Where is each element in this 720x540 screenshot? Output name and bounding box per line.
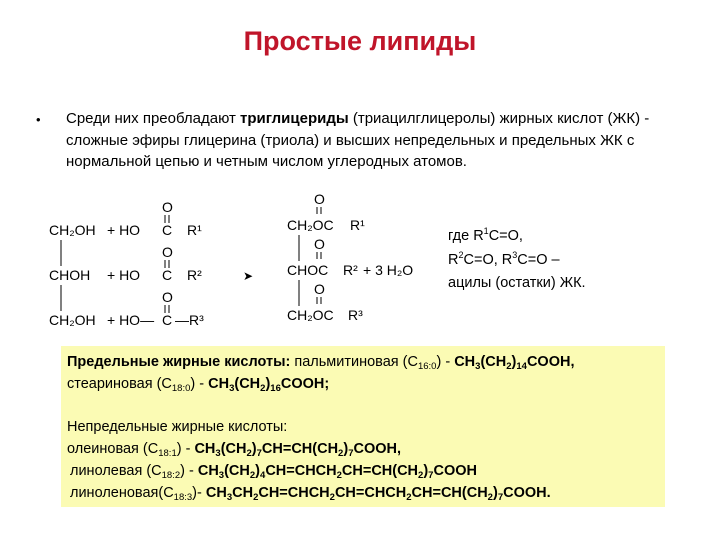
- formula-subscript: 2: [418, 470, 424, 481]
- glycerol-c3: CH₂OH: [49, 312, 96, 328]
- product-row-3: CH₂OC: [287, 307, 334, 323]
- slide-title: Простые липиды: [243, 26, 477, 56]
- product-2-oxygen: O: [314, 236, 325, 252]
- formula-part: CH: [232, 485, 254, 501]
- linolenic-line: $линоленовая(С_{18:3})-$ $CH_3CH_2CH=CHCH_2CH=CHCH_2CH=CH(CH_2)_7COOH$.: [70, 485, 551, 503]
- acid-3-oxygen: O: [162, 289, 173, 305]
- acid-2-r: R²: [187, 267, 202, 283]
- formula: [198, 463, 477, 479]
- formula-part: CH=CHCH: [265, 463, 337, 479]
- saturated-line-2: стеариновая $(С_{18:0})$ - $CH_3(CH_2)_{16}COOH$;: [67, 376, 330, 394]
- formula-subscript: 7: [348, 448, 354, 459]
- acid-2-carbon: C: [162, 267, 173, 283]
- acyl-line-2: $R^2C=O$, $R^3C=O$ –: [448, 249, 560, 268]
- formula-part: CH: [205, 485, 227, 501]
- acid-1-ho: + HO: [107, 222, 141, 238]
- formula-subscript: 2: [338, 448, 344, 459]
- arrow-icon: ➤: [243, 269, 254, 283]
- formula-part: ): [343, 441, 349, 457]
- bullet-marker: •: [36, 112, 41, 127]
- intro-text-after: (триацилглицеролы) жирных кислот (ЖК) - сложные эфиры глицерина (триола) и высших непредельных и предельных ЖК с нормальной цепью и четным числом углеродных атомов.: [66, 110, 650, 170]
- formula-part: CH=CH(CH: [261, 441, 339, 457]
- acid-3-carbon: C: [162, 312, 173, 328]
- product-row-2: CHOC: [287, 262, 329, 278]
- formula: [206, 485, 551, 501]
- intro-term: триглицериды: [240, 110, 349, 127]
- formula-part: CH=CH(CH: [341, 463, 419, 479]
- formula-part: (CH: [224, 463, 250, 479]
- glycerol-c2: CHOH: [49, 267, 91, 283]
- formula-part: ): [423, 463, 429, 479]
- formula-part: CH=CHCH: [334, 485, 407, 501]
- saturated-line-1: Предельные жирные кислоты: пальмитиновая $(С_{16:0})$ - $CH_3(CH_2)_{14}COOH$,: [67, 354, 575, 372]
- formula-subscript: 2: [253, 492, 259, 503]
- formula-subscript: 2: [329, 492, 335, 503]
- acid-2-oxygen: O: [162, 244, 173, 260]
- formula-part: ): [492, 485, 498, 501]
- formula-subscript: 3: [226, 492, 233, 503]
- fatty-acids-box: [61, 346, 665, 507]
- formula: [194, 441, 401, 457]
- formula-part: CH: [197, 463, 219, 479]
- acid-1-carbon: C: [162, 222, 173, 238]
- formula-subscript: 4: [260, 470, 266, 481]
- formula-part: COOH,: [353, 441, 402, 457]
- acyl-line-1: где $R^1C=O$,: [448, 226, 523, 244]
- product-row-1: CH₂OC: [287, 217, 334, 233]
- formula-subscript: 2: [406, 492, 412, 503]
- acyl-line-3: ацилы (остатки) ЖК.: [448, 275, 586, 291]
- formula-part: CH=CHCH: [258, 485, 330, 501]
- formula-subscript: 7: [256, 448, 262, 459]
- formula-subscript: 3: [218, 470, 225, 481]
- product-3-oxygen: O: [314, 281, 325, 297]
- acid-1-r: R¹: [187, 222, 202, 238]
- formula-part: ): [255, 463, 261, 479]
- unsaturated-heading: Непредельные жирные кислоты:: [67, 419, 288, 435]
- acid-3-ho: + HO—: [107, 312, 155, 328]
- formula-part: (CH: [220, 441, 247, 457]
- formula-subscript: 2: [249, 470, 256, 481]
- oleic-line: олеиновая $(С_{18:1})$ - $CH_3(CH_2)_7CH=CH(CH_2)_7COOH$,: [67, 441, 402, 459]
- formula-part: ): [251, 441, 257, 457]
- product-r2: R²: [343, 262, 358, 278]
- acyl-note: [448, 225, 613, 296]
- formula-part: COOH.: [503, 485, 551, 501]
- acid-1-oxygen: O: [162, 199, 173, 215]
- formula-part: CH: [194, 441, 216, 457]
- formula-subscript: 3: [215, 448, 221, 459]
- product-r3: R³: [348, 307, 363, 323]
- product-r1: R¹: [350, 217, 365, 233]
- glycerol-c1: CH₂OH: [49, 222, 96, 238]
- formula-part: CH=CH(CH: [411, 485, 488, 501]
- water-product: + 3 H₂O: [363, 262, 414, 278]
- intro-text-before: Среди них преобладают: [66, 110, 241, 127]
- acid-3-r: —R³: [175, 312, 204, 328]
- formula-part: COOH: [433, 463, 477, 479]
- formula-subscript: 2: [336, 470, 342, 481]
- product-1-oxygen: O: [314, 191, 325, 207]
- formula-subscript: 2: [487, 492, 493, 503]
- formula-subscript: 2: [246, 448, 252, 459]
- linoleic-line: линолевая $(С_{18:2})$ - $CH_3(CH_2)_4CH=CHCH_2CH=CH(CH_2)_7COOH$: [70, 463, 477, 481]
- formula-subscript: 7: [428, 470, 434, 481]
- formula-subscript: 7: [497, 492, 504, 503]
- acid-2-ho: + HO: [107, 267, 141, 283]
